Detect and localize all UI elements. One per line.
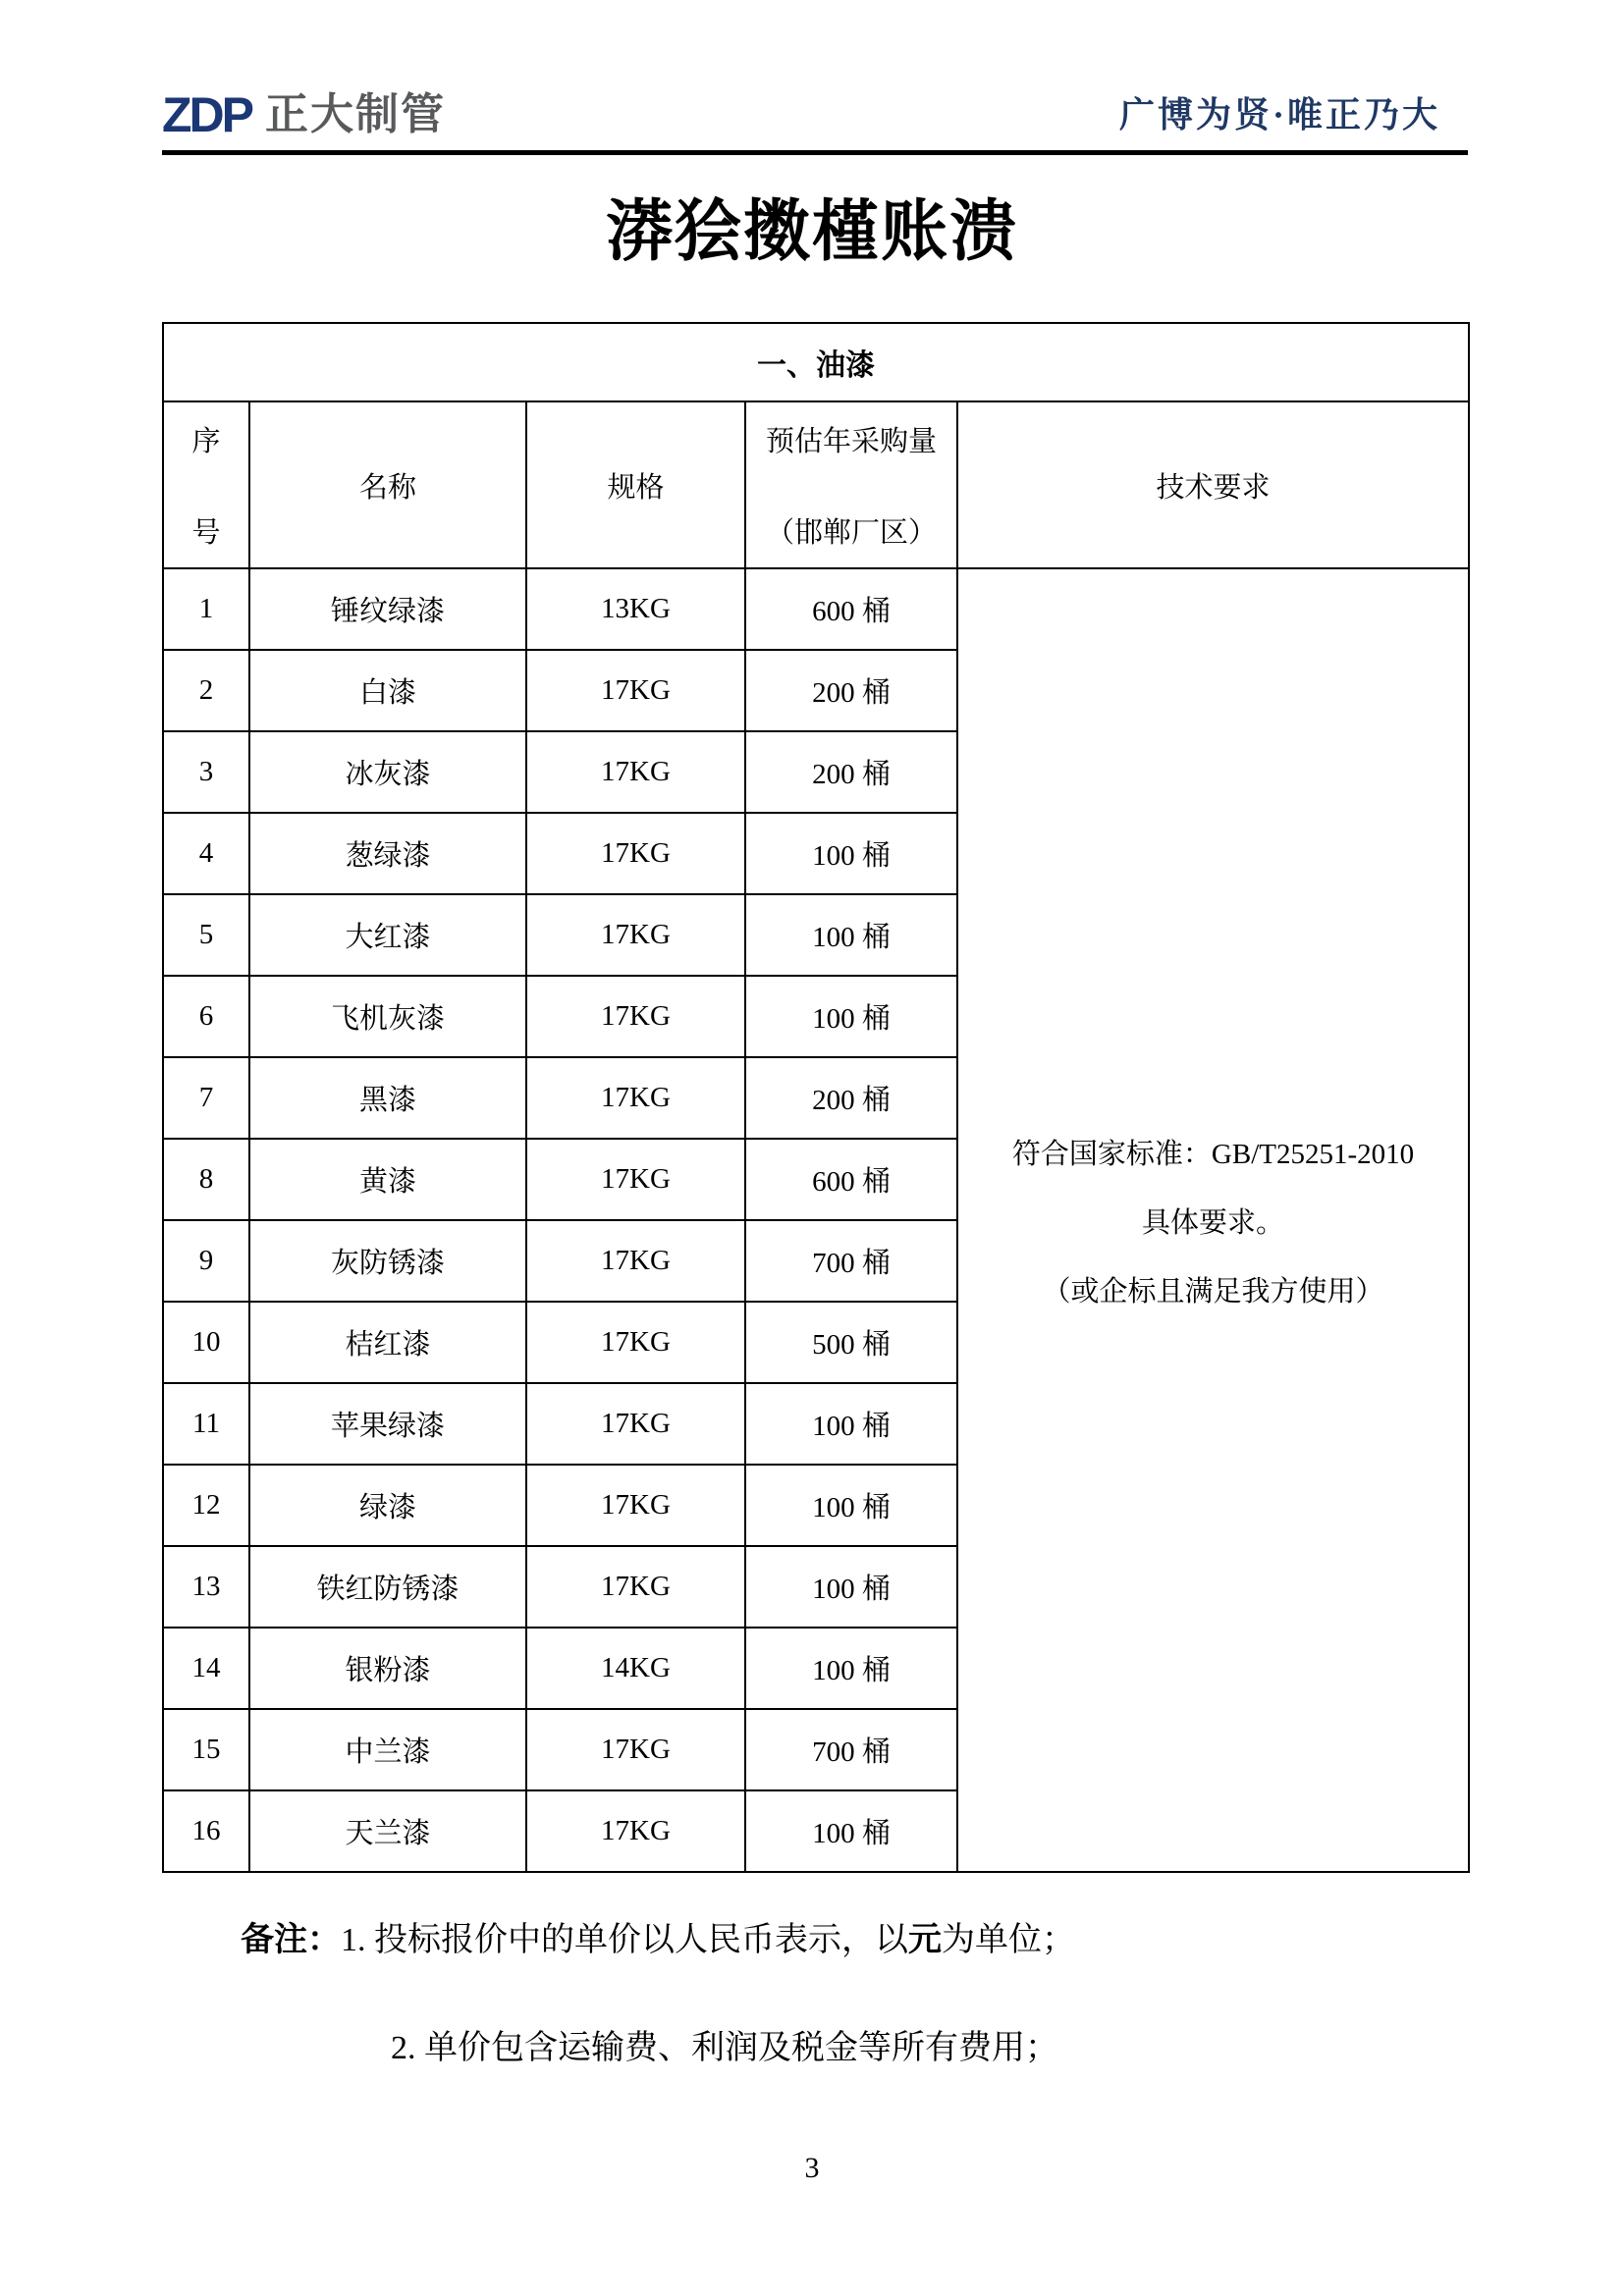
row-qty: 100 桶: [745, 1790, 957, 1872]
row-name: 铁红防锈漆: [249, 1546, 526, 1628]
row-no: 15: [163, 1709, 249, 1790]
row-spec: 17KG: [526, 1383, 745, 1465]
note-1-pre: 1. 投标报价中的单价以人民币表示，以: [341, 1922, 908, 1958]
row-name: 黑漆: [249, 1057, 526, 1139]
note-1-emph: 元: [908, 1922, 942, 1958]
row-name: 冰灰漆: [249, 731, 526, 813]
row-no: 14: [163, 1628, 249, 1709]
row-qty: 100 桶: [745, 1383, 957, 1465]
row-qty: 700 桶: [745, 1220, 957, 1302]
row-no: 7: [163, 1057, 249, 1139]
row-spec: 17KG: [526, 976, 745, 1057]
row-spec: 17KG: [526, 650, 745, 731]
row-qty: 700 桶: [745, 1709, 957, 1790]
row-no: 12: [163, 1465, 249, 1546]
row-name: 苹果绿漆: [249, 1383, 526, 1465]
column-header-spec: 规格: [526, 401, 745, 568]
row-spec: 17KG: [526, 1139, 745, 1220]
page-title: 漭狯擞槿账溃: [605, 194, 1018, 269]
note-1-post: 为单位；: [942, 1922, 1075, 1958]
row-spec: 17KG: [526, 1465, 745, 1546]
zdp-logo: [162, 87, 446, 142]
note-label: 备注：: [241, 1922, 341, 1958]
column-header-qty-line1: 预估年采购量: [765, 426, 937, 457]
row-no: 9: [163, 1220, 249, 1302]
row-name: 灰防锈漆: [249, 1220, 526, 1302]
row-no: 10: [163, 1302, 249, 1383]
row-qty: 600 桶: [745, 568, 957, 650]
row-no: 1: [163, 568, 249, 650]
paint-table-container: [162, 322, 1470, 1873]
row-qty: 100 桶: [745, 813, 957, 894]
company-name: 正大制管: [265, 90, 446, 138]
note-line-2: 2. 单价包含运输费、利润及税金等所有费用；: [391, 2030, 1058, 2066]
section-title: 一、油漆: [163, 323, 1469, 401]
row-spec: 17KG: [526, 1790, 745, 1872]
page-number: 3: [804, 2152, 820, 2184]
row-name: 飞机灰漆: [249, 976, 526, 1057]
row-qty: 500 桶: [745, 1302, 957, 1383]
row-spec: 17KG: [526, 1709, 745, 1790]
row-name: 锤纹绿漆: [249, 568, 526, 650]
column-header-no-line1: 序: [191, 426, 221, 457]
row-spec: 17KG: [526, 1546, 745, 1628]
tech-requirement-line: 具体要求。: [1142, 1206, 1285, 1239]
column-header-qty-line2: （邯郸厂区）: [765, 517, 937, 549]
page-header: [162, 86, 1468, 143]
tech-requirement-line: 符合国家标准：GB/T25251-2010: [1011, 1138, 1415, 1170]
column-header-no: [163, 401, 249, 568]
row-qty: 200 桶: [745, 1057, 957, 1139]
row-no: 4: [163, 813, 249, 894]
row-name: 葱绿漆: [249, 813, 526, 894]
row-qty: 100 桶: [745, 1628, 957, 1709]
paint-table: [162, 322, 1470, 1873]
table-header-row: [163, 401, 1469, 568]
row-spec: 17KG: [526, 1057, 745, 1139]
row-no: 16: [163, 1790, 249, 1872]
header-slogan: 广博为贤·唯正乃大: [1118, 95, 1440, 134]
paint-table-body: [163, 323, 1469, 1872]
row-qty: 200 桶: [745, 731, 957, 813]
tech-requirement-line: （或企标且满足我方使用）: [1042, 1275, 1384, 1308]
row-name: 白漆: [249, 650, 526, 731]
zdp-logo-mark-icon: ZDP: [162, 87, 251, 142]
row-name: 天兰漆: [249, 1790, 526, 1872]
row-spec: 17KG: [526, 813, 745, 894]
row-no: 13: [163, 1546, 249, 1628]
row-name: 黄漆: [249, 1139, 526, 1220]
row-qty: 100 桶: [745, 894, 957, 976]
column-header-name: 名称: [249, 401, 526, 568]
row-no: 6: [163, 976, 249, 1057]
row-name: 绿漆: [249, 1465, 526, 1546]
row-qty: 200 桶: [745, 650, 957, 731]
row-name: 桔红漆: [249, 1302, 526, 1383]
row-name: 银粉漆: [249, 1628, 526, 1709]
column-header-qty: [745, 401, 957, 568]
row-no: 11: [163, 1383, 249, 1465]
row-qty: 100 桶: [745, 1465, 957, 1546]
note-line-1: [241, 1912, 1075, 1960]
table-row: [163, 568, 1469, 650]
row-spec: 17KG: [526, 731, 745, 813]
row-spec: 13KG: [526, 568, 745, 650]
row-qty: 100 桶: [745, 1546, 957, 1628]
row-no: 3: [163, 731, 249, 813]
row-name: 大红漆: [249, 894, 526, 976]
column-header-tech: 技术要求: [957, 401, 1469, 568]
row-qty: 100 桶: [745, 976, 957, 1057]
row-no: 8: [163, 1139, 249, 1220]
row-spec: 17KG: [526, 1302, 745, 1383]
row-spec: 17KG: [526, 894, 745, 976]
row-no: 5: [163, 894, 249, 976]
row-spec: 14KG: [526, 1628, 745, 1709]
column-header-no-line2: 号: [191, 517, 221, 549]
row-spec: 17KG: [526, 1220, 745, 1302]
table-section-row: [163, 323, 1469, 401]
row-name: 中兰漆: [249, 1709, 526, 1790]
tech-requirements-cell: [957, 568, 1469, 1872]
header-divider: [162, 150, 1468, 155]
row-qty: 600 桶: [745, 1139, 957, 1220]
row-no: 2: [163, 650, 249, 731]
